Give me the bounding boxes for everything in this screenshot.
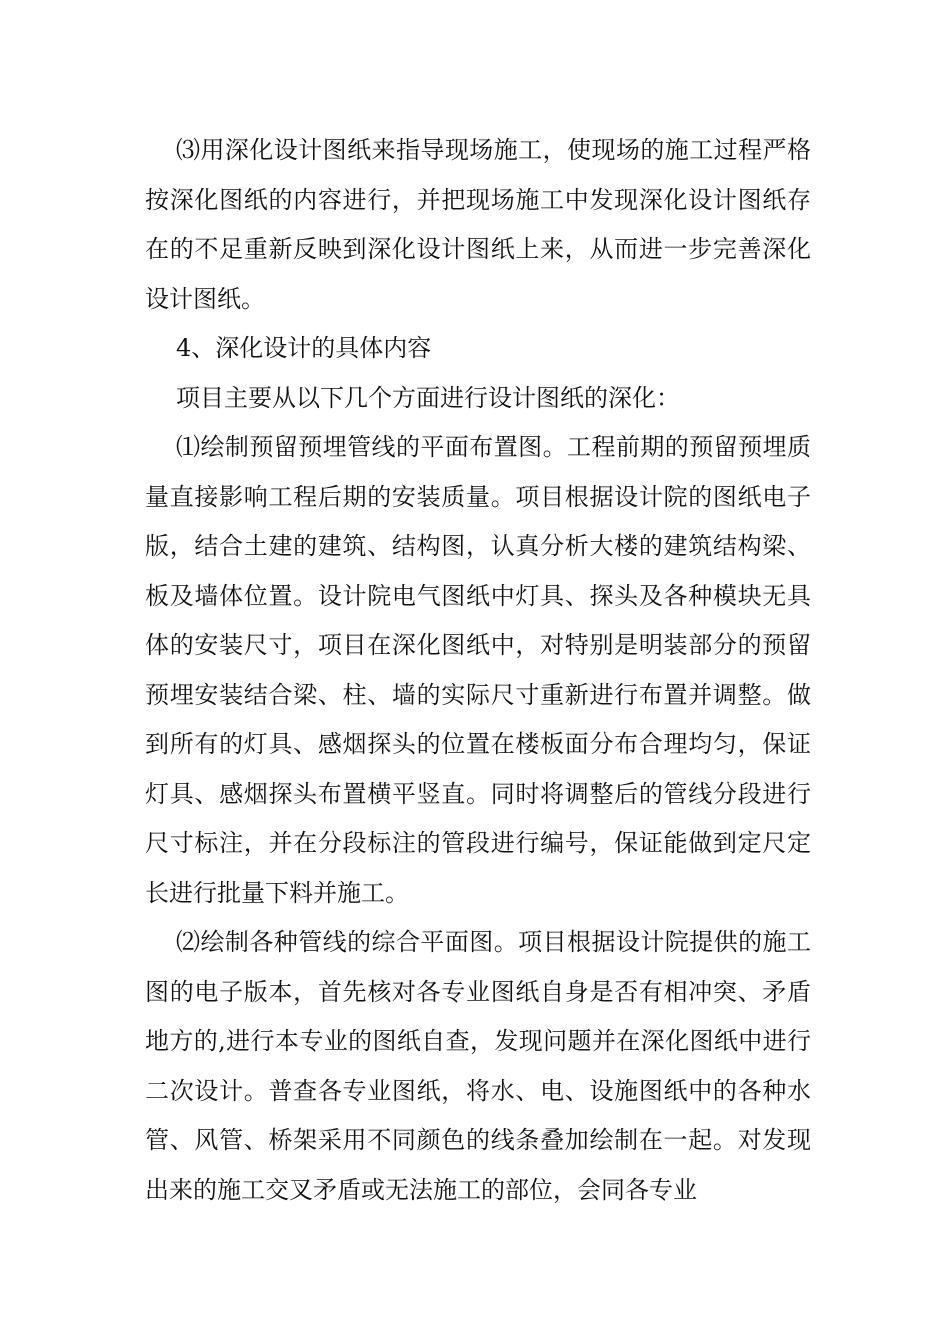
- paragraph-item-1-embedded-pipelines: ⑴绘制预留预埋管线的平面布置图。工程前期的预留预埋质量直接影响工程后期的安装质量。项目根据设计院的图纸电子版，结合土建的建筑、结构图，认真分析大楼的建筑结构梁、板及墙体位置。设计院电气图纸中灯具、探头及各种模块无具体的安装尺寸，项目在深化图纸中，对特别是明装部分的预留预埋安装结合梁、柱、墙的实际尺寸重新进行布置并调整。做到所有的灯具、感烟探头的位置在楼板面分布合理均匀，保证灯具、感烟探头布置横平竖直。同时将调整后的管线分段进行尺寸标注，并在分段标注的管段进行编号，保证能做到定尺定长进行批量下料并施工。: [145, 433, 811, 907]
- document-body: [145, 126, 811, 1215]
- paragraph-deepened-drawings-guide-construction: ⑶用深化设计图纸来指导现场施工，使现场的施工过程严格按深化图纸的内容进行，并把现场施工中发现深化设计图纸存在的不足重新反映到深化设计图纸上来，从而进一步完善深化设计图纸。: [145, 136, 811, 313]
- paragraph-item-2-combined-pipelines: ⑵绘制各种管线的综合平面图。项目根据设计院提供的施工图的电子版本，首先核对各专业图纸自身是否有相冲突、矛盾地方的,进行本专业的图纸自查，发现问题并在深化图纸中进行二次设计。普查各专业图纸，将水、电、设施图纸中的各种水管、风管、桥架采用不同颜色的线条叠加绘制在一起。对发现出来的施工交叉矛盾或无法施工的部位，会同各专业: [145, 928, 811, 1204]
- paragraph-intro-aspects: 项目主要从以下几个方面进行设计图纸的深化：: [176, 383, 680, 412]
- section-heading-deepened-design-content: 4、深化设计的具体内容: [176, 334, 432, 362]
